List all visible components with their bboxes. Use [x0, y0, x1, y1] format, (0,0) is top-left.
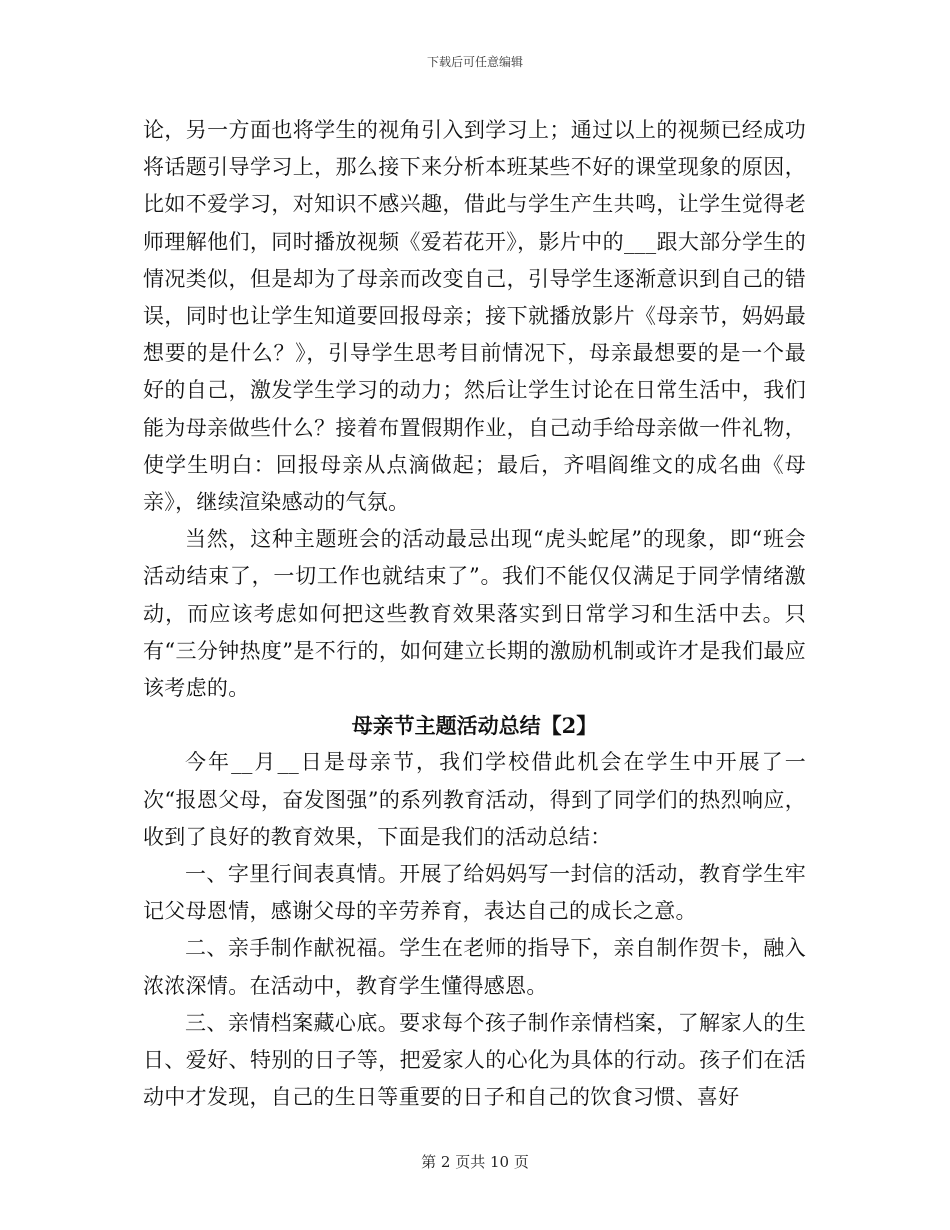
body-paragraph-5: 二、亲手制作献祝福。学生在老师的指导下，亲自制作贺卡，融入浓浓深情。在活动中，教育学生懂得感恩。: [143, 936, 806, 998]
body-paragraph-4: 一、字里行间表真情。开展了给妈妈写一封信的活动，教育学生牢记父母恩情，感谢父母的辛劳养育，表达自己的成长之意。: [143, 862, 806, 924]
body-paragraph-1: 论，另一方面也将学生的视角引入到学习上；通过以上的视频已经成功将话题引导学习上，那么接下来分析本班某些不好的课堂现象的原因，比如不爱学习，对知识不感兴趣，借此与学生产生共鸣，让学生觉得老师理解他们，同时播放视频《爱若花开》，影片中的___跟大部分学生的情况类似，但是却为了母亲而改变自己，引导学生逐渐意识到自己的错误，同时也让学生知道要回报母亲；接下就播放影片《母亲节，妈妈最想要的是什么？》，引导学生思考目前情况下，母亲最想要的是一个最好的自己，激发学生学习的动力；然后让学生讨论在日常生活中，我们能为母亲做些什么？接着布置假期作业，自己动手给母亲做一件礼物，使学生明白：回报母亲从点滴做起；最后，齐唱阎维文的成名曲《母亲》，继续渲染感动的气氛。: [143, 118, 806, 515]
body-paragraph-3: 今年__月__日是母亲节，我们学校借此机会在学生中开展了一次“报恩父母，奋发图强”的系列教育活动，得到了同学们的热烈响应，收到了良好的教育效果，下面是我们的活动总结：: [143, 750, 806, 849]
page-number-footer: 第 2 页共 10 页: [421, 1153, 529, 1171]
document-body: [143, 112, 806, 1116]
body-paragraph-6: 三、亲情档案藏心底。要求每个孩子制作亲情档案，了解家人的生日、爱好、特别的日子等，把爱家人的心化为具体的行动。孩子们在活动中才发现，自己的生日等重要的日子和自己的饮食习惯、喜好: [143, 1010, 806, 1110]
section-title: 母亲节主题活动总结【2】: [351, 713, 598, 739]
page-header-note: 下载后可任意编辑: [426, 55, 523, 69]
body-paragraph-2: 当然，这种主题班会的活动最忌出现“虎头蛇尾”的现象，即“班会活动结束了，一切工作也就结束了”。我们不能仅仅满足于同学情绪激动，而应该考虑如何把这些教育效果落实到日常学习和生活中去。只有“三分钟热度”是不行的，如何建立长期的激励机制或许才是我们最应该考虑的。: [143, 527, 806, 701]
